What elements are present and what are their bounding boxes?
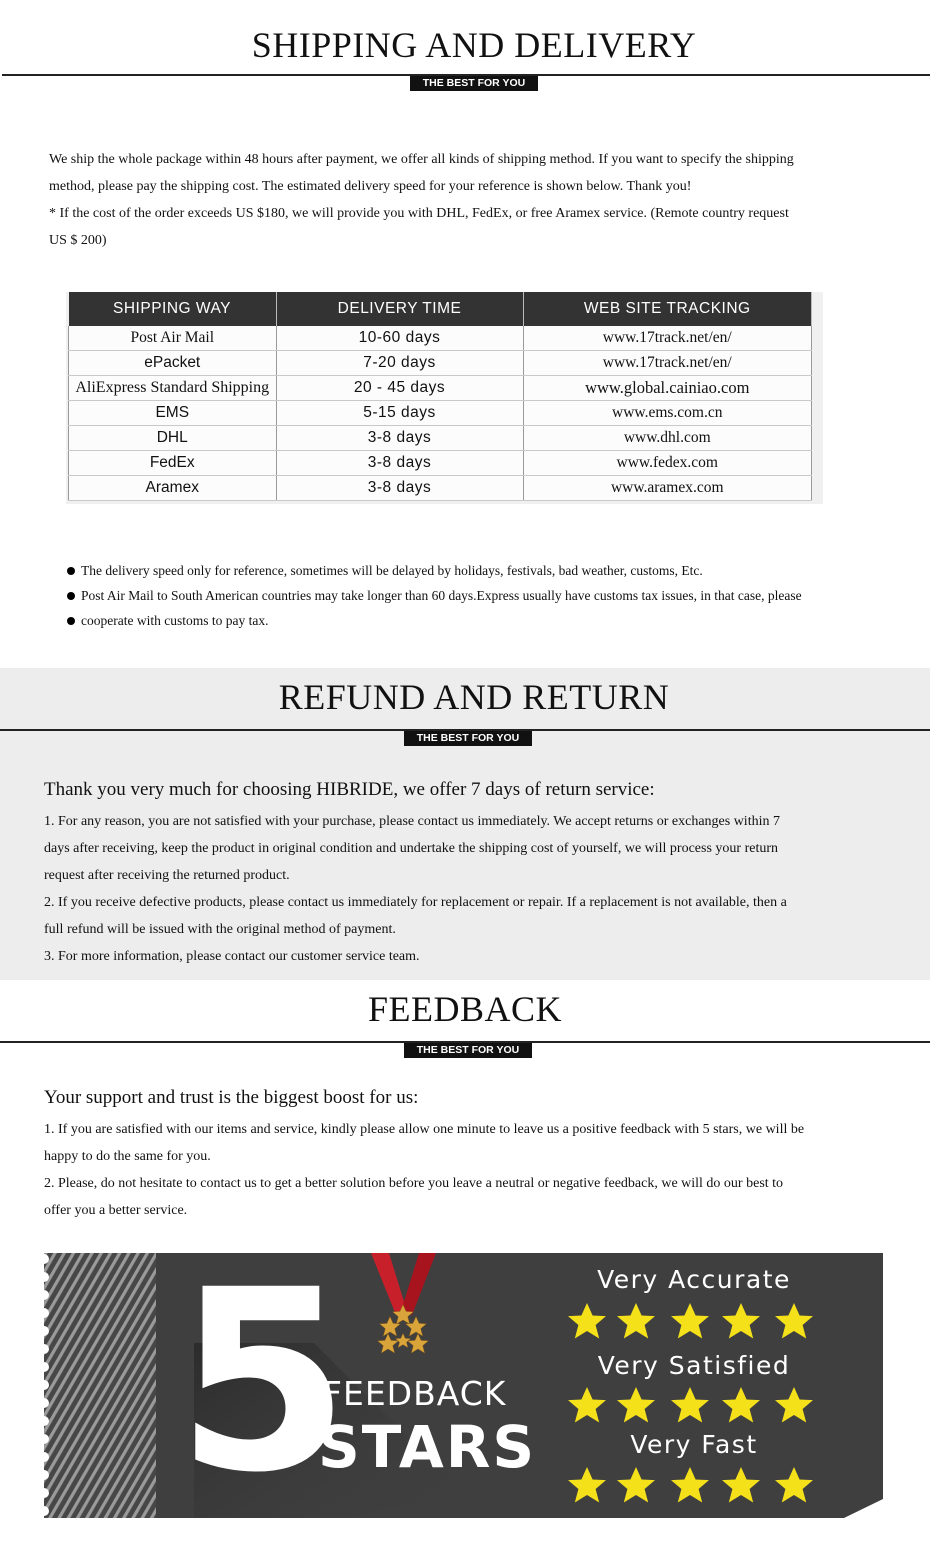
note-item: The delivery speed only for reference, sometimes will be delayed by holidays, festivals, bad weather, customs, Etc. <box>66 558 886 583</box>
header-web-tracking: WEB SITE TRACKING <box>523 292 812 326</box>
table-row <box>69 451 812 476</box>
table-row <box>69 401 812 426</box>
refund-lead: Thank you very much for choosing HIBRIDE, we offer 7 days of return service: <box>44 779 655 800</box>
feedback-line: 2. Please, do not hesitate to contact us to get a better solution before you leave a neutral or negative feedback, we will do our best to <box>44 1176 784 1191</box>
banner-word-stars: STARS <box>318 1413 537 1481</box>
refund-line: full refund will be issued with the original method of payment. <box>44 922 396 937</box>
shipping-table <box>68 292 812 501</box>
refund-line: 1. For any reason, you are not satisfied with your purchase, please contact us immediately. We accept returns or exchanges within 7 <box>44 814 780 829</box>
intro-line: * If the cost of the order exceeds US $180, we will provide you with DHL, FedEx, or free Aramex service. (Remote country request <box>49 206 789 221</box>
cell-tracking: www.dhl.com <box>523 426 812 451</box>
feedback-tagline: THE BEST FOR YOU <box>404 1043 532 1058</box>
cell-time: 10-60 days <box>276 326 523 351</box>
cell-time: 3-8 days <box>276 451 523 476</box>
feedback-line: happy to do the same for you. <box>44 1149 211 1164</box>
intro-line: We ship the whole package within 48 hours after payment, we offer all kinds of shipping method. If you want to specify the shipping <box>49 152 794 167</box>
refund-line: 3. For more information, please contact our customer service team. <box>44 949 420 964</box>
refund-line: request after receiving the returned product. <box>44 868 290 883</box>
table-row <box>69 376 812 401</box>
banner-word-feedback: FEEDBACK <box>323 1374 507 1413</box>
refund-title: REFUND AND RETURN <box>278 677 670 717</box>
folded-corner <box>844 1499 883 1518</box>
header-shipping-way: SHIPPING WAY <box>69 292 277 326</box>
shipping-intro <box>49 146 899 254</box>
shipping-notes <box>66 558 886 633</box>
header-delivery-time: DELIVERY TIME <box>276 292 523 326</box>
shipping-title: SHIPPING AND DELIVERY <box>251 25 697 65</box>
table-header-row <box>69 292 812 326</box>
table-row <box>69 351 812 376</box>
note-item: cooperate with customs to pay tax. <box>66 608 886 633</box>
cell-tracking: www.ems.com.cn <box>523 401 812 426</box>
intro-line: US $ 200) <box>49 233 107 248</box>
table-row <box>69 326 812 351</box>
cell-way: ePacket <box>69 351 277 376</box>
cell-way: Post Air Mail <box>69 326 277 351</box>
cell-tracking: www.17track.net/en/ <box>523 351 812 376</box>
rating-label-fast: Very Fast <box>630 1430 758 1459</box>
ribbon-right <box>402 1253 436 1315</box>
ribbon-left <box>371 1253 406 1315</box>
rating-stars <box>568 1303 813 1503</box>
medal-stars <box>378 1305 429 1354</box>
intro-line: method, please pay the shipping cost. The estimated delivery speed for your reference is shown below. Thank you! <box>49 179 692 194</box>
cell-way: FedEx <box>69 451 277 476</box>
cell-way: EMS <box>69 401 277 426</box>
striped-edge <box>44 1253 156 1518</box>
cell-way: Aramex <box>69 476 277 501</box>
perforation-edge <box>44 1254 49 1516</box>
cell-time: 5-15 days <box>276 401 523 426</box>
shipping-tagline: THE BEST FOR YOU <box>410 76 538 91</box>
refund-line: days after receiving, keep the product in original condition and undertake the shipping cost of yourself, we will process your return <box>44 841 779 856</box>
cell-way: DHL <box>69 426 277 451</box>
cell-time: 3-8 days <box>276 476 523 501</box>
cell-tracking: www.17track.net/en/ <box>523 326 812 351</box>
table-row <box>69 476 812 501</box>
big-number-five: 5 <box>176 1253 350 1518</box>
feedback-line: 1. If you are satisfied with our items and service, kindly please allow one minute to leave us a positive feedback with 5 stars, we will be <box>44 1122 805 1137</box>
feedback-line: offer you a better service. <box>44 1203 188 1218</box>
cell-tracking: www.aramex.com <box>523 476 812 501</box>
cell-tracking: www.fedex.com <box>523 451 812 476</box>
cell-way: AliExpress Standard Shipping <box>69 376 277 401</box>
feedback-body <box>44 1116 904 1224</box>
cell-time: 3-8 days <box>276 426 523 451</box>
rating-label-satisfied: Very Satisfied <box>597 1351 791 1380</box>
rating-label-accurate: Very Accurate <box>597 1265 791 1294</box>
five-stars-banner <box>44 1253 883 1518</box>
refund-body <box>44 808 904 970</box>
cell-tracking: www.global.cainiao.com <box>523 376 812 401</box>
refund-tagline: THE BEST FOR YOU <box>404 731 532 746</box>
feedback-title: FEEDBACK <box>367 989 563 1029</box>
note-item: Post Air Mail to South American countries may take longer than 60 days.Express usually have customs tax issues, in that case, please <box>66 583 886 608</box>
feedback-lead: Your support and trust is the biggest boost for us: <box>44 1087 419 1108</box>
table-row <box>69 426 812 451</box>
refund-line: 2. If you receive defective products, please contact us immediately for replacement or repair. If a replacement is not available, then a <box>44 895 787 910</box>
cell-time: 20 - 45 days <box>276 376 523 401</box>
cell-time: 7-20 days <box>276 351 523 376</box>
